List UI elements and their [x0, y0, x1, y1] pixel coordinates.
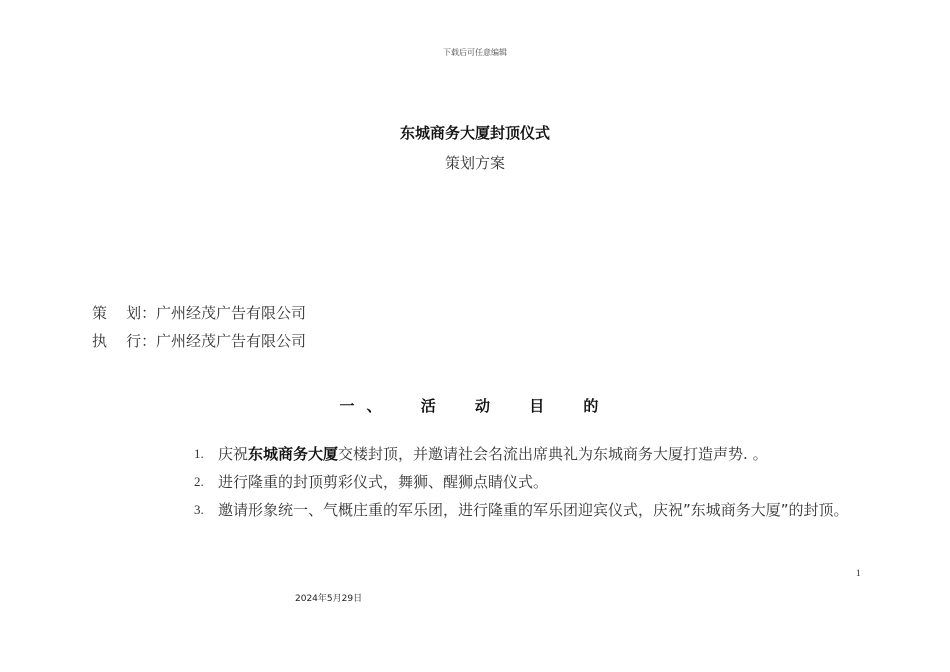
list-text: 进行隆重的封顶剪彩仪式，舞狮、醒狮点睛仪式。	[218, 473, 549, 491]
list-text-bold: 东城商务大厦	[248, 445, 339, 463]
list-text-post: 交楼封顶，并邀请社会名流出席典礼为东城商务大厦打造声势. 。	[338, 445, 768, 463]
list-text: 邀请形象统一、气概庄重的军乐团，进行隆重的军乐团迎宾仪式，庆祝”东城商务大厦”的封顶。	[218, 501, 849, 519]
planner-label-char-2: 划：	[126, 304, 157, 322]
planner-value: 广州经茂广告有限公司	[156, 304, 307, 322]
list-text-pre: 庆祝	[218, 445, 249, 463]
list-item	[190, 440, 870, 468]
executor-value: 广州经茂广告有限公司	[156, 332, 307, 350]
purpose-list	[190, 440, 870, 524]
executor-label-char-2: 行：	[126, 332, 157, 350]
list-number: 2.	[194, 474, 204, 489]
executor-label	[92, 330, 156, 351]
planner-label-char-1: 策	[92, 304, 108, 322]
list-number: 1.	[194, 446, 204, 461]
executor-label-char-1: 执	[92, 332, 108, 350]
document-title: 东城商务大厦封顶仪式	[399, 124, 550, 142]
footer-date: 2024年5月29日	[295, 594, 363, 604]
list-item	[190, 468, 870, 496]
section-heading-purpose: 一、 活 动 目 的	[339, 397, 611, 415]
header-note: 下载后可任意编辑	[443, 48, 507, 57]
executor-row	[92, 330, 306, 351]
planner-row	[92, 302, 306, 323]
page-number: 1	[856, 568, 861, 578]
planner-label	[92, 302, 156, 323]
list-item	[190, 496, 870, 524]
document-subtitle: 策划方案	[444, 154, 505, 172]
list-number: 3.	[194, 502, 204, 517]
